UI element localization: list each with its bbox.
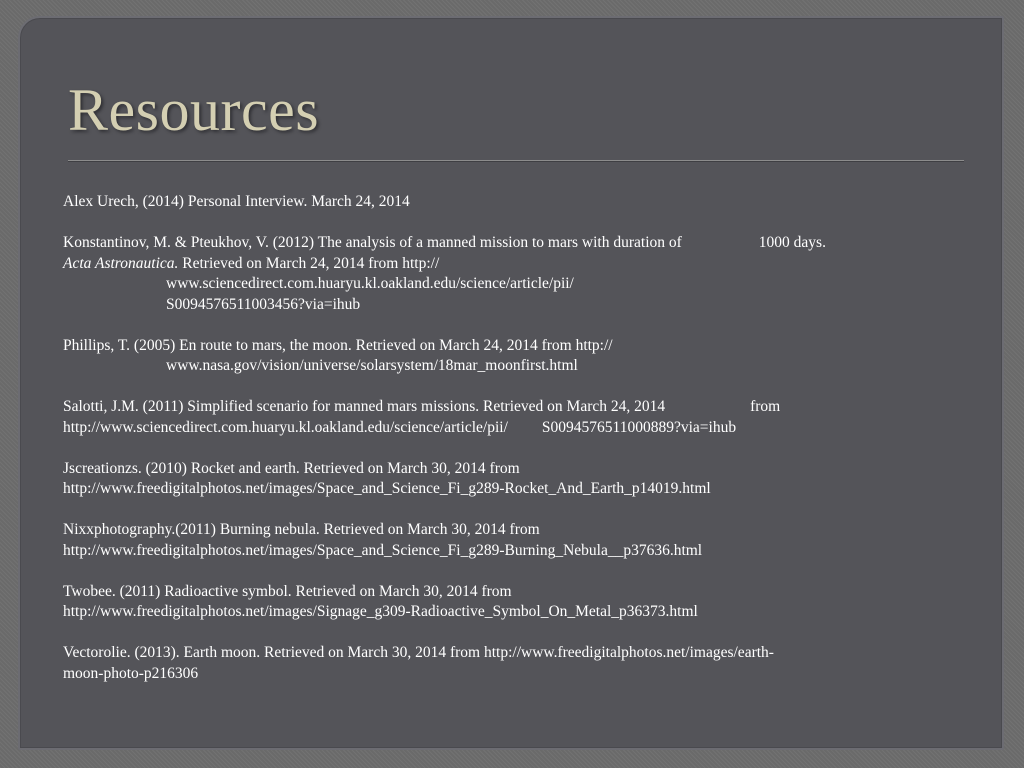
reference-url-line: http://www.freedigitalphotos.net/images/Space_and_Science_Fi_g289-Burning_Nebula__p37636.html	[63, 541, 703, 559]
reference-text: 1000 days.	[758, 234, 826, 251]
reference-salotti	[63, 397, 973, 438]
reference-text: Retrieved on March 24, 2014 from http://	[178, 254, 440, 272]
reference-url-line: http://www.freedigitalphotos.net/images/Space_and_Science_Fi_g289-Rocket_And_Earth_p14019.html	[63, 480, 711, 497]
reference-text: Salotti, J.M. (2011) Simplified scenario for manned mars missions. Retrieved on March 24, 2014	[63, 398, 666, 415]
slide-frame	[18, 16, 1004, 750]
reference-line	[63, 254, 973, 275]
reference-url-line: www.nasa.gov/vision/universe/solarsystem/18mar_moonfirst.html	[166, 357, 578, 374]
reference-line	[63, 397, 973, 418]
reference-url-line: moon-photo-p216306	[63, 664, 199, 682]
reference-text: from	[750, 398, 781, 415]
title-divider	[68, 160, 964, 162]
reference-url-line: http://www.freedigitalphotos.net/images/Signage_g309-Radioactive_Symbol_On_Metal_p36373.html	[63, 603, 698, 620]
journal-title: Acta Astronautica.	[63, 254, 179, 272]
reference-list	[63, 192, 973, 705]
reference-line	[63, 233, 973, 254]
reference-line: Alex Urech, (2014) Personal Interview. March 24, 2014	[63, 193, 410, 210]
reference-text: http://www.sciencedirect.com.huaryu.kl.oakland.edu/science/article/pii/	[63, 418, 508, 436]
reference-line: Vectorolie. (2013). Earth moon. Retrieved on March 30, 2014 from http://www.freedigitalphotos.net/images/earth-	[63, 644, 774, 661]
slide-title: Resources	[68, 77, 320, 143]
reference-url-line: S0094576511003456?via=ihub	[166, 295, 361, 313]
reference-urech	[63, 192, 973, 213]
reference-twobee	[63, 582, 973, 623]
reference-text: S0094576511000889?via=ihub	[541, 418, 737, 436]
reference-line: Nixxphotography.(2011) Burning nebula. Retrieved on March 30, 2014 from	[63, 521, 540, 538]
reference-phillips	[63, 336, 973, 377]
reference-line: Phillips, T. (2005) En route to mars, the moon. Retrieved on March 24, 2014 from http://	[63, 336, 613, 354]
reference-jscreationzs	[63, 459, 973, 500]
reference-url-line: www.sciencedirect.com.huaryu.kl.oakland.edu/science/article/pii/	[166, 275, 574, 292]
reference-line: Twobee. (2011) Radioactive symbol. Retrieved on March 30, 2014 from	[63, 582, 512, 600]
reference-konstantinov	[63, 233, 973, 315]
reference-url-line	[63, 418, 973, 439]
reference-vectorolie	[63, 643, 973, 684]
reference-nixxphotography	[63, 520, 973, 561]
reference-text: Konstantinov, M. & Pteukhov, V. (2012) The analysis of a manned mission to mars with duration of	[63, 234, 682, 251]
reference-line: Jscreationzs. (2010) Rocket and earth. Retrieved on March 30, 2014 from	[63, 459, 520, 477]
